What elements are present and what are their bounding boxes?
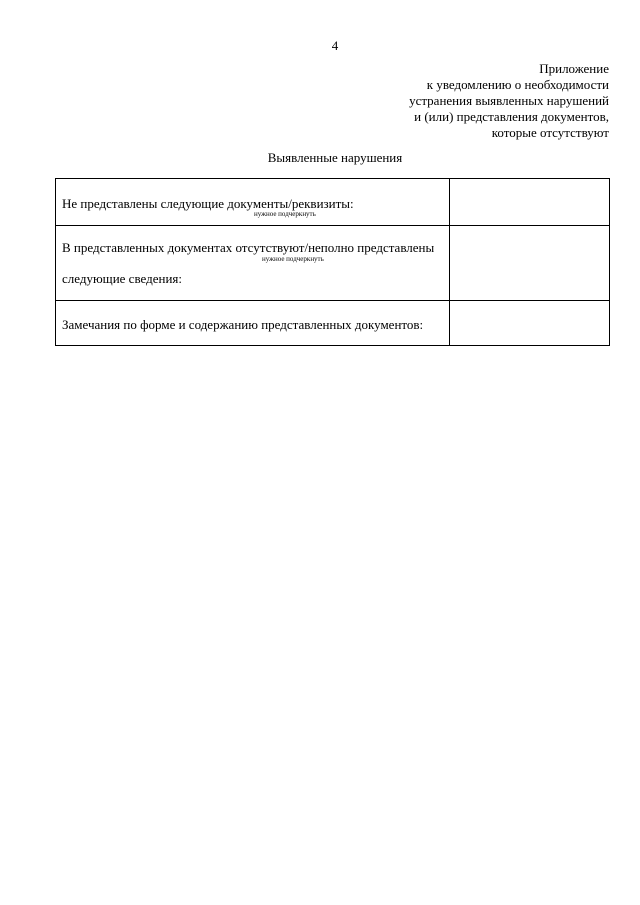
violation-mark-cell[interactable] (449, 301, 609, 346)
appendix-line: и (или) представления документов, (414, 109, 609, 124)
underline-hint: нужное подчеркнуть (262, 255, 324, 263)
violations-table (55, 178, 610, 346)
appendix-line: устранения выявленных нарушений (409, 93, 609, 108)
violation-description-cell (56, 301, 450, 346)
violation-description-cell (56, 226, 450, 301)
appendix-line: к уведомлению о необходимости (426, 77, 609, 92)
violation-text: Не представлены следующие документы/реквизиты: (62, 196, 354, 211)
violation-text-continued: следующие сведения: (62, 271, 182, 286)
appendix-line: Приложение (539, 61, 609, 76)
appendix-header (409, 61, 609, 141)
page-title: Выявленные нарушения (267, 150, 403, 165)
violation-mark-cell[interactable] (449, 226, 609, 301)
appendix-line: которые отсутствуют (491, 125, 609, 140)
page-number: 4 (331, 38, 339, 53)
table-row (56, 226, 610, 301)
underline-hint: нужное подчеркнуть (254, 210, 316, 218)
table-row (56, 179, 610, 226)
violation-mark-cell[interactable] (449, 179, 609, 226)
violation-text: Замечания по форме и содержанию представленных документов: (62, 317, 424, 332)
violation-description-cell (56, 179, 450, 226)
violation-text: В представленных документах отсутствуют/неполно представлены (62, 240, 435, 255)
table-row (56, 301, 610, 346)
